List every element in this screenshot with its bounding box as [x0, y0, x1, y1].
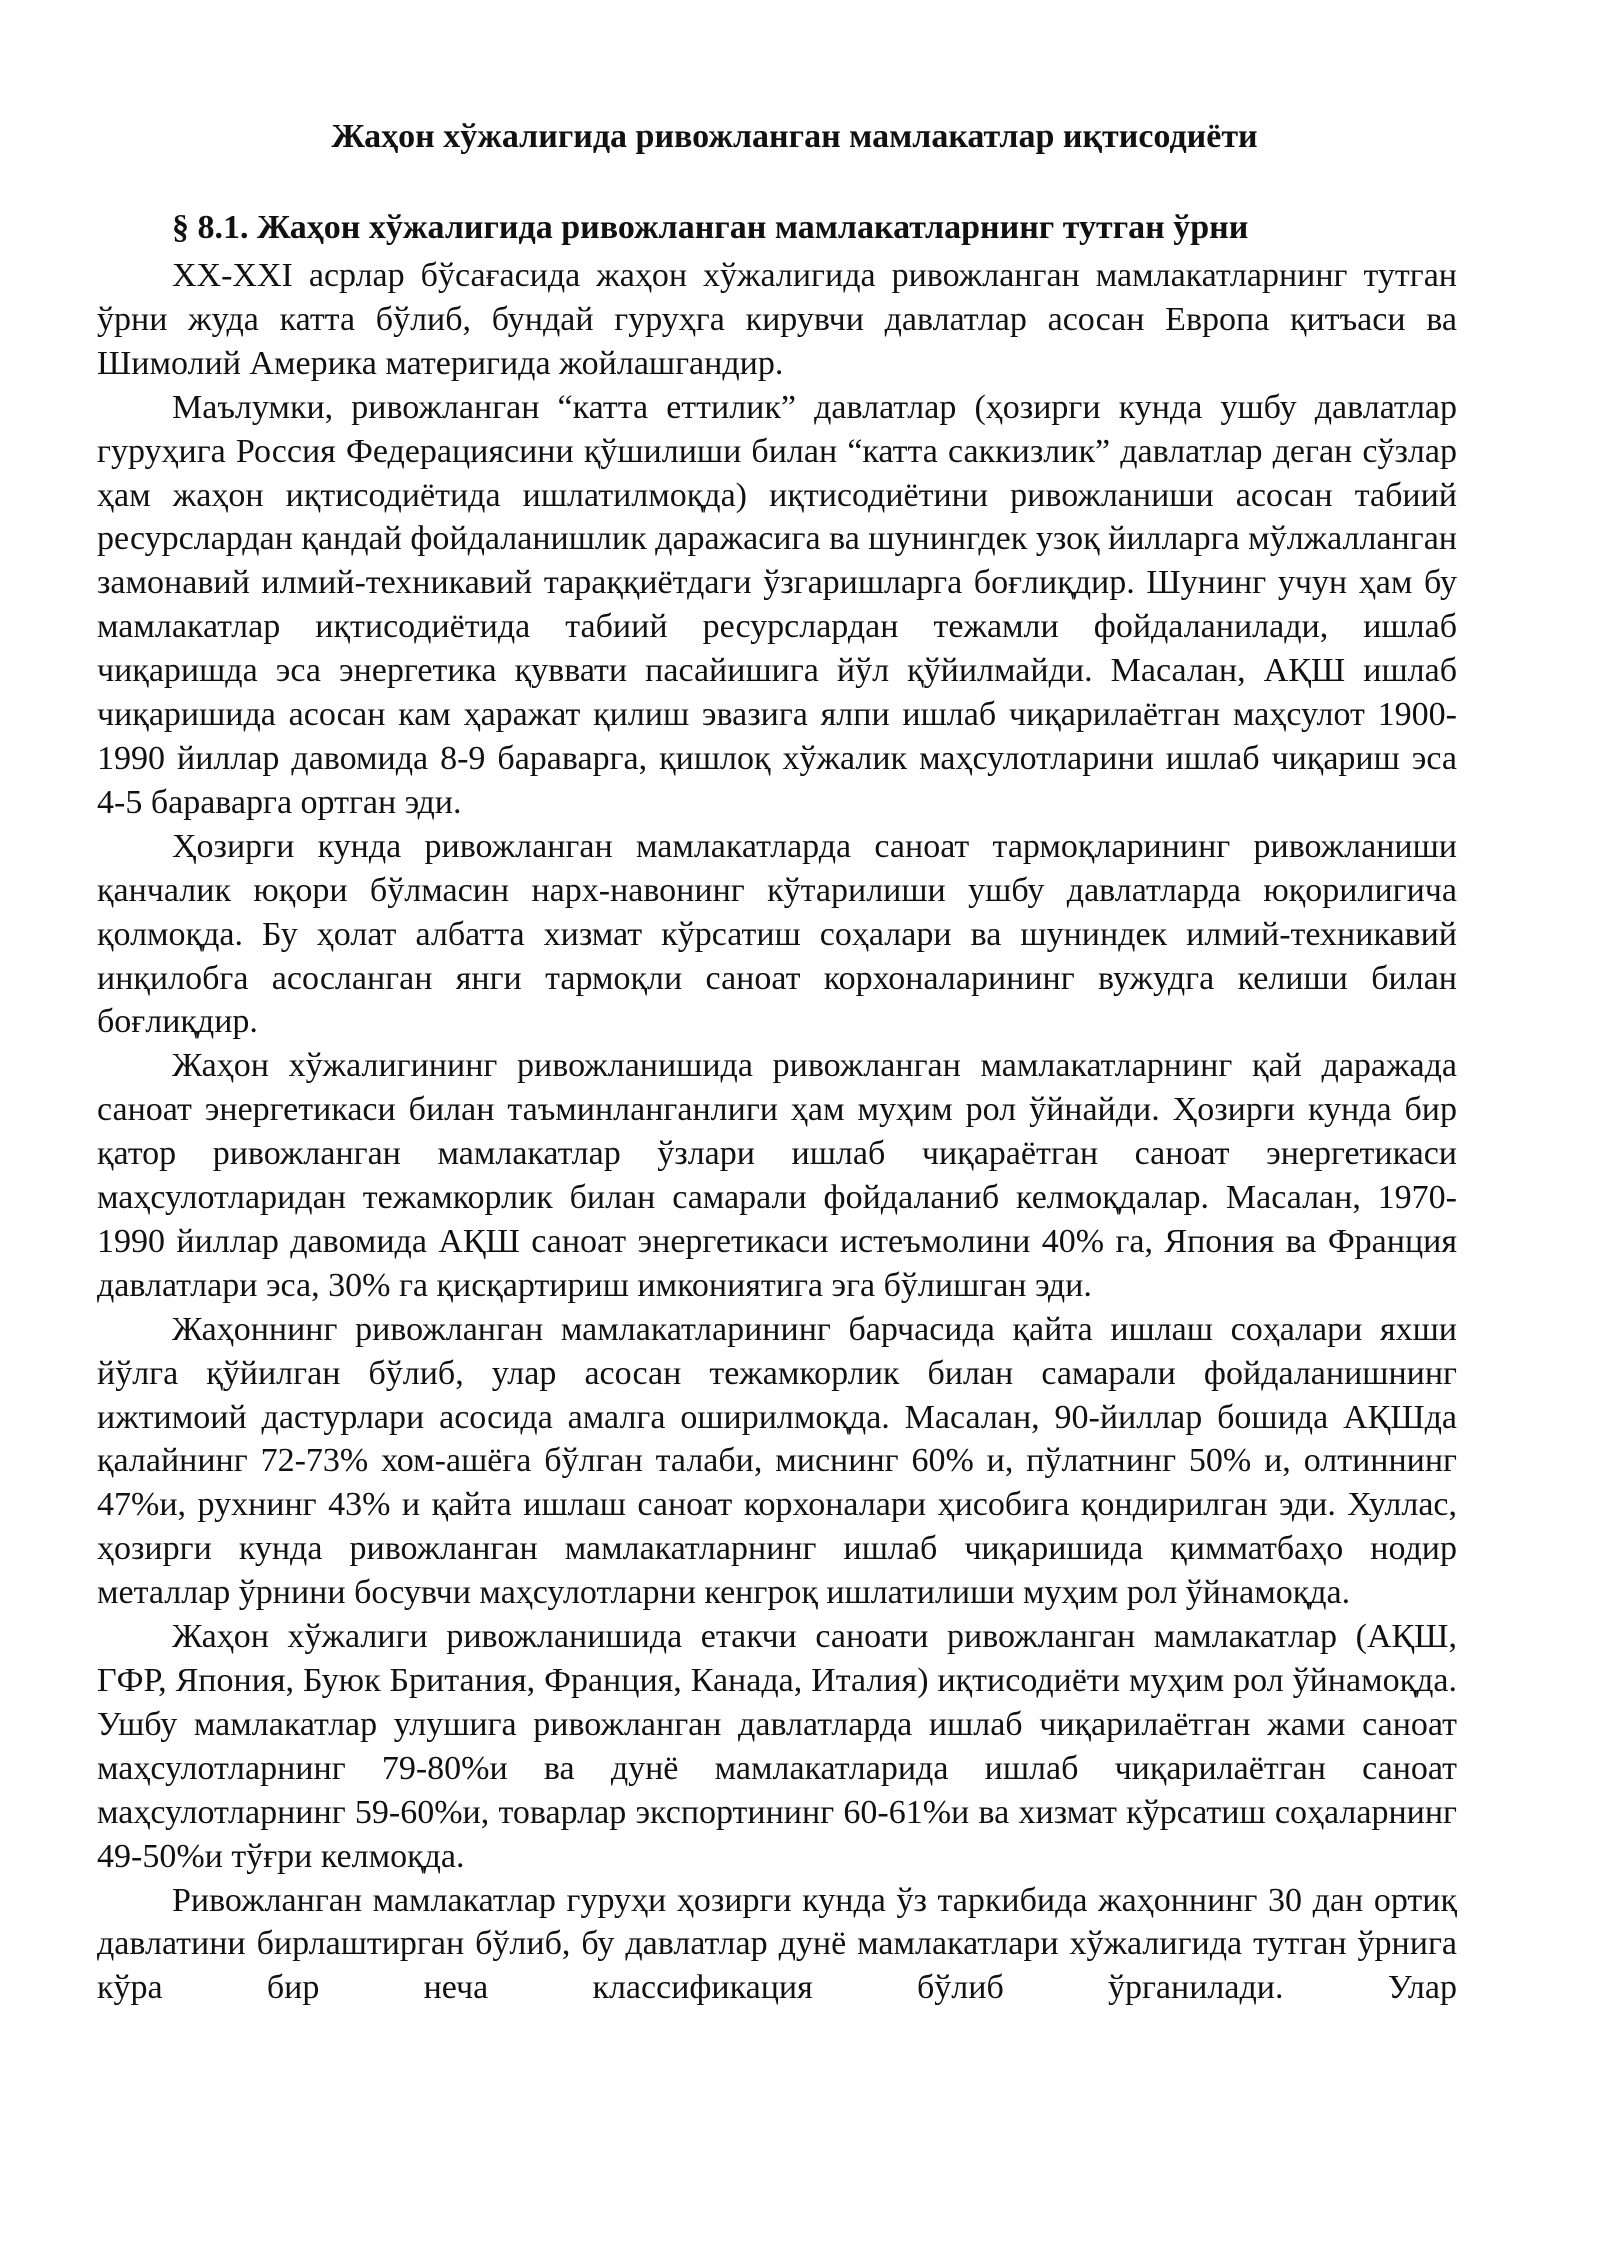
document-page: [97, 112, 1457, 2010]
paragraph: Жаҳоннинг ривожланган мамлакатларининг барчасида қайта ишлаш соҳалари яхши йўлга қўйилган бўлиб, улар асосан тежамкорлик билан самарали фойдаланишнинг ижтимоий дастурлари асосида амалга оширилмоқда. Масалан, 90-йиллар бошида АҚШда қалайнинг 72-73% хом-ашёга бўлган талаби, миснинг 60% и, пўлатнинг 50% и, олтиннинг 47%и, рухнинг 43% и қайта ишлаш саноат корхоналари ҳисобига қондирилган эди. Хуллас, ҳозирги кунда ривожланган мамлакатларнинг ишлаб чиқаришида қимматбаҳо нодир металлар ўрнини босувчи маҳсулотларни кенгроқ ишлатилиши муҳим рол ўйнамоқда.: [97, 1310, 1457, 1612]
document-title: Жаҳон хўжалигида ривожланган мамлакатлар иқтисодиёти: [331, 118, 1258, 155]
section-heading: § 8.1. Жаҳон хўжалигида ривожланган мамлакатларнинг тутган ўрни: [172, 209, 1249, 246]
paragraph: Маълумки, ривожланган “катта еттилик” давлатлар (ҳозирги кунда ушбу давлатлар гуруҳига Россия Федерациясини қўшилиши билан “катта саккизлик” давлатлар деган сўзлар ҳам жаҳон иқтисодиётида ишлатилмоқда) иқтисодиётини ривожланиши асосан табиий ресурслардан қандай фойдаланишлик даражасига ва шунингдек узоқ йилларга мўлжалланган замонавий илмий-техникавий тараққиётдаги ўзгаришларга боғлиқдир. Шунинг учун ҳам бу мамлакатлар иқтисодиётида табиий ресурслардан тежамли фойдаланилади, ишлаб чиқаришда эса энергетика қуввати пасайишига йўл қўйилмайди. Масалан, АҚШ ишлаб чиқаришида асосан кам ҳаражат қилиш эвазига ялпи ишлаб чиқарилаётган маҳсулот 1900-1990 йиллар давомида 8-9 бараварга, қишлоқ хўжалик маҳсулотларини ишлаб чиқариш эса 4-5 бараварга ортган эди.: [97, 388, 1457, 821]
paragraph: Ҳозирги кунда ривожланган мамлакатларда саноат тармоқларининг ривожланиши қанчалик юқори бўлмасин нарх-навонинг кўтарилиши ушбу давлатларда юқорилигича қолмоқда. Бу ҳолат албатта хизмат кўрсатиш соҳалари ва шуниндек илмий-техникавий инқилобга асосланган янги тармоқли саноат корхоналарининг вужудга келиши билан боғлиқдир.: [97, 827, 1457, 1041]
paragraph: Жаҳон хўжалигининг ривожланишида ривожланган мамлакатларнинг қай даражада саноат энергетикаси билан таъминланганлиги ҳам муҳим рол ўйнайди. Ҳозирги кунда бир қатор ривожланган мамлакатлар ўзлари ишлаб чиқараётган саноат энергетикаси маҳсулотларидан тежамкорлик билан самарали фойдаланиб келмоқдалар. Масалан, 1970-1990 йиллар давомида АҚШ саноат энергетикаси истеъмолини 40% га, Япония ва Франция давлатлари эса, 30% га қисқартириш имкониятига эга бўлишган эди.: [97, 1047, 1457, 1304]
paragraph: Ривожланган мамлакатлар гуруҳи ҳозирги кунда ўз таркибида жаҳоннинг 30 дан ортиқ давлатини бирлаштирган бўлиб, бу давлатлар дунё мамлакатлари хўжалигида тутган ўрнига кўра бир неча классификация бўлиб ўрганилади. Улар: [97, 1881, 1457, 2007]
paragraph: Жаҳон хўжалиги ривожланишида етакчи саноати ривожланган мамлакатлар (АҚШ, ГФР, Япония, Буюк Британия, Франция, Канада, Италия) иқтисодиёти муҳим рол ўйнамоқда. Ушбу мамлакатлар улушига ривожланган давлатларда ишлаб чиқарилаётган жами саноат маҳсулотларнинг 79-80%и ва дунё мамлакатларида ишлаб чиқарилаётган саноат маҳсулотларнинг 59-60%и, товарлар экспортининг 60-61%и ва хизмат кўрсатиш соҳаларнинг 49-50%и тўғри келмоқда.: [97, 1618, 1457, 1875]
paragraph: XX-XXI асрлар бўсағасида жаҳон хўжалигида ривожланган мамлакатларнинг тутган ўрни жуда катта бўлиб, бундай гуруҳга кирувчи давлатлар асосан Европа қитъаси ва Шимолий Америка материгида жойлашгандир.: [97, 257, 1457, 382]
